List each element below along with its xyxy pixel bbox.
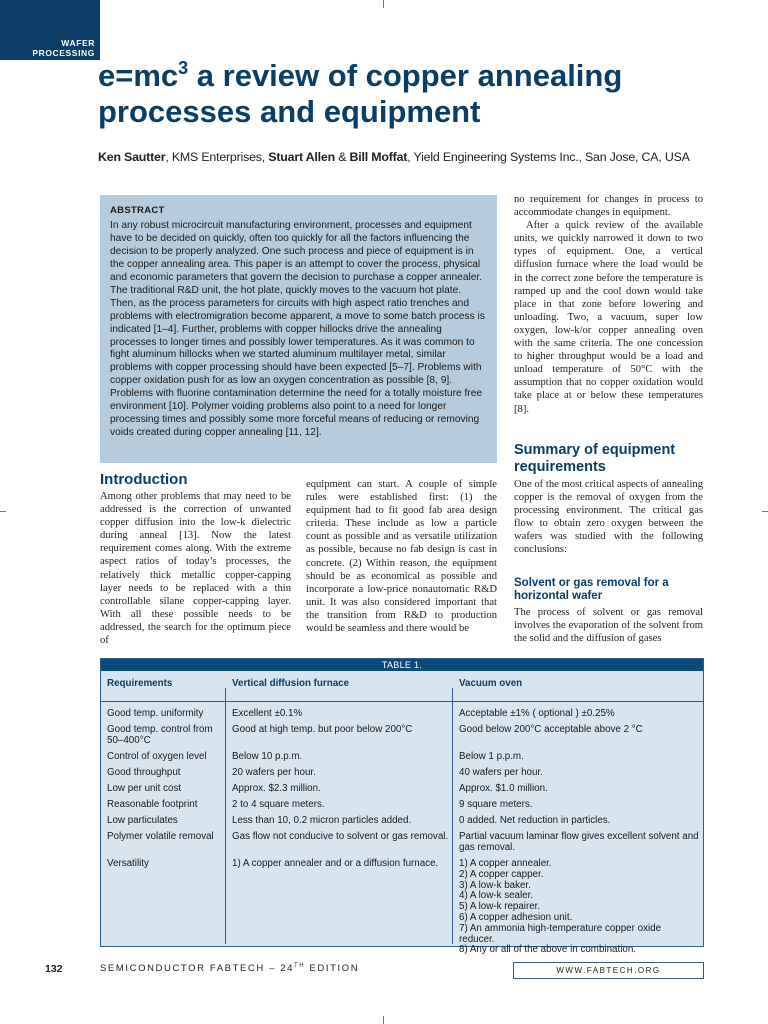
table-cell: Versatility: [107, 858, 149, 869]
author-2: Stuart Allen: [268, 150, 335, 164]
table-cell: 1) A copper annealer and or a diffusion furnace.: [232, 858, 439, 869]
table-header-rule: [101, 701, 703, 702]
table-cell: Excellent ±0.1%: [232, 708, 303, 719]
table-cell: Polymer volatile removal: [107, 831, 214, 842]
right-column-paragraph-1: no requirement for changes in process to accommodate changes in equipment.: [514, 194, 703, 219]
table-cell: Below 1 p.p.m.: [459, 751, 524, 762]
right-column-top: [514, 193, 703, 416]
author-3: Bill Moffat: [349, 150, 408, 164]
table-cell: Approx. $2.3 million.: [232, 783, 321, 794]
summary-heading: Summary of equipment requirements: [514, 442, 676, 475]
table-cell: Below 10 p.p.m.: [232, 751, 303, 762]
table-cell: Acceptable ±1% ( optional ) ±0.25%: [459, 708, 615, 719]
table-cell: Low particulates: [107, 815, 178, 826]
title-superscript: 3: [178, 58, 189, 78]
table-cell: Reasonable footprint: [107, 799, 198, 810]
crop-mark-bottom: [383, 1016, 384, 1024]
table-cell: Good below 200°C acceptable above 2 °C: [459, 724, 643, 735]
table-cell: Good throughput: [107, 767, 181, 778]
table-cell: 20 wafers per hour.: [232, 767, 316, 778]
table-1: [100, 658, 704, 956]
section-tab-line-2: PROCESSING: [32, 48, 95, 58]
header-vacuum-oven: Vacuum oven: [459, 678, 523, 689]
table-cell: 0 added. Net reduction in particles.: [459, 815, 611, 826]
summary-text: One of the most critical aspects of annealing copper is the removal of oxygen from the processing environment. The critical gas flow to obtain zero oxygen between the wafers was studied with the following conclusions:: [514, 479, 703, 556]
table-cell: Control of oxygen level: [107, 751, 207, 762]
title-part-2: a review of copper annealing processes and equipment: [98, 58, 623, 129]
author-line: [98, 150, 738, 164]
table-cell: Partial vacuum laminar flow gives excellent solvent and gas removal.: [459, 831, 699, 853]
table-cell: Good temp. uniformity: [107, 708, 204, 719]
table-cell: 2 to 4 square meters.: [232, 799, 325, 810]
publication-title: SEMICONDUCTOR FABTECH – 24: [100, 963, 294, 974]
article-title: [98, 58, 738, 130]
header-requirements: Requirements: [107, 678, 173, 689]
abstract-box: [100, 195, 497, 463]
crop-mark-left: [0, 511, 6, 512]
header-vertical-furnace: Vertical diffusion furnace: [232, 678, 350, 689]
table-title: TABLE 1.: [101, 659, 703, 671]
solvent-text: The process of solvent or gas removal involves the evaporation of the solvent from the solid and the diffusion of gases: [514, 607, 703, 645]
table-cell: Less than 10, 0.2 micron particles added.: [232, 815, 412, 826]
author-1: Ken Sautter: [98, 150, 166, 164]
publication-name: [100, 963, 359, 974]
author-1-org: , KMS Enterprises,: [165, 150, 269, 164]
section-tab: [0, 0, 100, 60]
introduction-heading: Introduction: [100, 471, 188, 488]
author-3-org: , Yield Engineering Systems Inc., San Jose, CA, USA: [407, 150, 690, 164]
table-cell: 40 wafers per hour.: [459, 767, 543, 778]
edition-word: EDITION: [305, 963, 360, 974]
table-cell: 9 square meters.: [459, 799, 533, 810]
table-cell: Approx. $1.0 million.: [459, 783, 548, 794]
intro-column-2: equipment can start. A couple of simple rules were established first: (1) the equipment had to fit good fab area design criteria. These include as low a particle count as possible and as versatile utilization as possible, because no fab design is cast in concrete. (2) Within reason, the equipment should be as economical as possible and incorporate a low-price nonautomatic R&D unit. It was also considered important that the transition from R&D to production would be seamless and there would be: [306, 479, 497, 635]
author-ampersand: &: [334, 150, 350, 164]
website-url: WWW.FABTECH.ORG: [513, 962, 704, 979]
crop-mark-top: [383, 0, 384, 8]
table-cell: Gas flow not conducive to solvent or gas removal.: [232, 831, 449, 842]
table-cell: Good at high temp. but poor below 200°C: [232, 724, 413, 735]
table-cell: Good temp. control from 50–400°C: [107, 724, 213, 746]
edition-superscript: TH: [293, 963, 306, 969]
table-cell: 1) A copper annealer. 2) A copper capper. 3) A low-k baker. 4) A low-k sealer. 5) A low-k repairer. 6) A copper adhesion unit. 7) An ammonia high-temperature copper oxide reducer. 8) Any or all of the above in combination.: [459, 858, 662, 956]
table-cell: Low per unit cost: [107, 783, 182, 794]
intro-column-1: Among other problems that may need to be addressed is the correction of unwanted copper diffusion into the low-k dielectric during anneal [13]. Now the latest requirement comes along. With the extreme aspect ratios of today’s processes, the relatively thick metallic copper-capping layer needs to be replaced with a thin controllable silane copper-capping layer. With all these possible needs to be addressed, the search for the optimum piece of: [100, 491, 291, 647]
crop-mark-right: [762, 511, 768, 512]
solvent-heading: Solvent or gas removal for a horizontal wafer: [514, 577, 669, 602]
title-part-1: e=mc: [98, 58, 179, 93]
abstract-heading: ABSTRACT: [110, 205, 165, 216]
page-number: 132: [45, 963, 63, 975]
abstract-text: In any robust microcircuit manufacturing environment, processes and equipment have to be decided on quickly, often too quickly for all the factors influencing the decision to be properly analyzed. One such process and piece of equipment is in the copper annealing area. This paper is an attempt to cover the process, physical and economic parameters that govern the decision to purchase a copper annealer. The traditional R&D unit, the hot plate, quickly moves to the vacuum hot plate. Then, as the process parameters for circuits with high aspect ratio trenches and problems with electromigration become apparent, a move to some batch process is indicated [1–4]. Further, problems with copper hillocks drive the annealing processes to longer times and possibly lower temperatures. As it was common to fight aluminum hillocks when we started aluminum multilayer metal, similar problems with copper processing should have been expected [5–7]. Problems with copper oxidation push for as low an oxygen concentration as possible [8, 9]. Problems with fluorine contamination determine the need for a totally moisture free environment [10]. Polymer voiding problems also point to a need for longer processing times and possibly some more forceful means of reducing or removing voids created during copper annealing [11, 12].: [110, 219, 485, 439]
section-tab-line-1: WAFER: [61, 38, 95, 48]
right-column-paragraph-2: After a quick review of the available units, we quickly narrowed it down to two types of equipment. One, a vertical diffusion furnace where the load would be in the correct zone before the temperature is ramped up and the cool down would take place in that zone before lowering and unloading. Two, a vacuum, super low oxygen, low-k/or copper annealing oven with the same criteria. The one concession to higher throughput would be a load and unload temperature of 50°C with the assumption that no copper oxidation would take place at or below these temperatures [8].: [514, 220, 703, 415]
table-divider-1: [225, 688, 226, 944]
